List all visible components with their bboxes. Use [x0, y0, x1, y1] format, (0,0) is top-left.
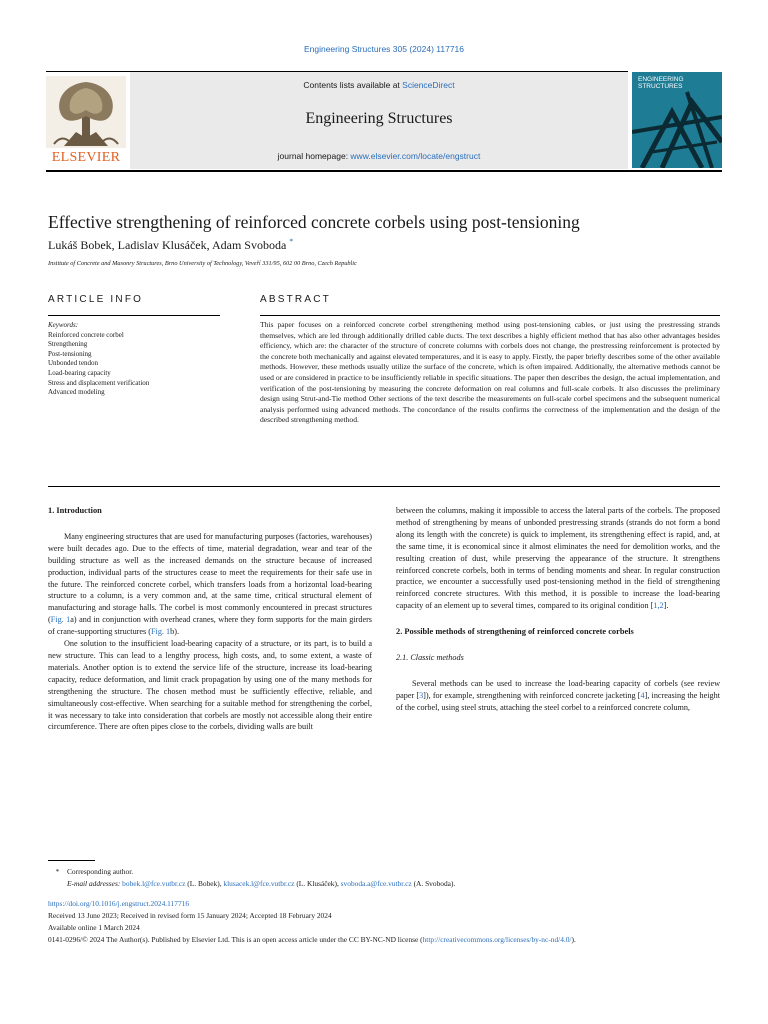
available-online-date: Available online 1 March 2024 [48, 923, 140, 932]
cover-title [638, 76, 684, 90]
section-2-1-paragraph [396, 678, 720, 714]
figure-ref-link[interactable]: Fig. 1 [50, 615, 71, 625]
keyword-item: Strengthening [48, 340, 88, 349]
citation-link[interactable]: 3 [419, 690, 424, 700]
journal-reference[interactable]: Engineering Structures 305 (2024) 117716 [303, 44, 465, 54]
spacer [396, 664, 720, 678]
citation-link[interactable]: 1,2 [653, 601, 664, 611]
keyword-item: Load-bearing capacity [48, 368, 111, 377]
footnote-rule [48, 860, 95, 861]
paragraph-text: ]), for example, strengthening with reinforced concrete jacketing [ [423, 690, 641, 700]
body-left-column [48, 505, 372, 733]
email-label: E-mail addresses: [67, 879, 121, 888]
email-owner: (A. Svoboda). [413, 879, 456, 888]
paragraph-text: ]. [663, 601, 669, 611]
journal-cover [632, 72, 722, 168]
email-addresses [48, 878, 720, 889]
spacer [396, 612, 720, 626]
keyword-item: Reinforced concrete corbel [48, 330, 124, 339]
paragraph-text: a) and in conjunction with overhead cranes, where they form supports for the main girders of crane-supporting structures ( [48, 615, 372, 637]
body-right-column [396, 505, 720, 714]
paragraph-text: Many engineering structures that are used for manufacturing purposes (factories, warehouses) were built decades ago. Due to the effects of time, material degradation, wear and tear of the building structure as well as the increased demands on the structure because of increased production, individual parts of the structures cease to meet the requirements for their safe use in the future. The reinforced concrete corbel, which transfers loads from a horizontal load-bearing structure to a column, is a very common and, at the same time, critical structural element of manufacturing and storage halls. The corbel is most commonly encountered in precast structures ( [48, 531, 372, 625]
article-info-heading: ARTICLE INFO [48, 294, 144, 305]
spacer [48, 517, 372, 531]
figure-ref-link[interactable]: Fig. 1 [151, 627, 171, 637]
keywords-label: Keywords: [48, 321, 79, 329]
sciencedirect-link[interactable]: ScienceDirect [402, 80, 455, 90]
doi-link[interactable]: https://doi.org/10.1016/j.engstruct.2024.117716 [48, 899, 190, 908]
paragraph-text: Several methods can be used to increase the load-bearing capacity of corbels (see review paper [ [396, 678, 720, 700]
corresponding-author-note [48, 866, 720, 877]
received-dates: Received 13 June 2023; Received in revised form 15 January 2024; Accepted 18 February 2024 [48, 911, 332, 920]
email-link[interactable]: svoboda.a@fce.vutbr.cz [340, 879, 412, 888]
abstract-bottom-rule [48, 486, 720, 487]
author-list [48, 237, 293, 253]
keyword-item: Unbonded tendon [48, 359, 98, 368]
paragraph-text: between the columns, making it impossible to access the lateral parts of the corbels. The proposed method of strengthening by means of unbonded prestressing strands (strands do not form a bond along its length with the concrete) is quick to implement, its strengthening effect is rapid, and, at the same time, it is economical since it almost eliminates the need for demolition works, and the resulting creation of dust, while preserving the appearance of the structure. It strengthens reinforced concrete corbels, both in terms of bending moments and shear. In regular construction practice, we encounter a successfully used post-tensioning method in the field of strengthening reinforced concrete structures. With this method, it is possible to increase the load-bearing capacity of an element up to several times, compared to its original condition [ [396, 506, 720, 611]
keywords-block [48, 321, 220, 398]
paragraph-text: b). [170, 627, 179, 637]
abstract-text: This paper focuses on a reinforced concrete corbel strengthening method using post-tensioning cables, or just using the prestressing strands themselves, which are led through additionally drilled cable ducts. The text describes a highly efficient method that has also other advantages besides efficiency, which are: the character of the structure of concrete columns with corbels does not change, the prestressing reinforcement is protected by the concrete both mechanically and against elevated temperatures, and it is easy to apply. Firstly, the paper briefly describes some of the other available methods. However, these methods usually utilize the surface of the concrete, which is often impaired. Additionally, the alternative methods cannot be used or are considered in practice to be insufficiently reliable in specific situations. The paper then describes the design, the actual implementation, and verification of the post-tensioning by measuring the concrete deformation on real columns and full-scale corbels. It also discusses the preliminary design using Strut-and-Tie method Other sections of the text describe the measurements on full-scale corbel specimens and the subsequent numerical analysis performed using advanced methods. The concordance of the results confirms the correctness of the implementation and the design of the described strengthening method. [260, 320, 720, 425]
keyword-item: Advanced modeling [48, 388, 105, 397]
intro-paragraph-2: One solution to the insufficient load-bearing capacity of a structure, or its part, is to build a new structure. This can lead to a lengthy process, high costs, and, to some extent, a waste of materials. Another option is to extend the service life of the structure, increase its load-bearing capacity, reduce deformation, and limit crack propagation by using one of the many methods for strengthening the structure. The chosen method must be sufficiently effective, reliable, and simultaneously cost-effective. When searching for a suitable method for strengthening the corbel, it was necessary to take into consideration that corbels are mostly not accessible along their entire circumference. There are often pipes close to the corbels, dividing walls are built [48, 639, 372, 732]
email-owner: (L. Bobek), [187, 879, 222, 888]
journal-title: Engineering Structures [305, 110, 453, 127]
cover-title-line2: STRUCTURES [638, 83, 683, 90]
abstract-rule [260, 315, 720, 316]
header-bottom-rule [46, 170, 722, 172]
email-link[interactable]: bobek.l@fce.vutbr.cz [122, 879, 186, 888]
intro-paragraph-2-continued [396, 505, 720, 612]
keyword-item: Stress and displacement verification [48, 378, 150, 387]
email-link[interactable]: klusacek.l@fce.vutbr.cz [223, 879, 295, 888]
homepage-line [130, 151, 628, 161]
contents-prefix: Contents lists available at [303, 80, 403, 90]
corresponding-text: Corresponding author. [67, 867, 134, 876]
author-affiliation: Institute of Concrete and Masonry Structures, Brno University of Technology, Veveří 331/95, 602 00 Brno, Czech Republic [48, 260, 357, 267]
article-info-rule [48, 315, 220, 316]
authors-text: Lukáš Bobek, Ladislav Klusáček, Adam Svoboda [48, 238, 287, 252]
cover-title-line1: ENGINEERING [638, 76, 684, 83]
license-text: 0141-0296/© 2024 The Author(s). Published by Elsevier Ltd. This is an open access article under the CC BY-NC-ND license ( [48, 935, 423, 944]
section-heading-introduction: 1. Introduction [48, 506, 102, 515]
corresponding-author-mark[interactable]: * [289, 237, 294, 246]
intro-paragraph-1 [48, 531, 372, 638]
homepage-link[interactable]: www.elsevier.com/locate/engstruct [350, 151, 481, 161]
license-statement [48, 934, 720, 945]
abstract-heading: ABSTRACT [260, 294, 331, 305]
homepage-prefix: journal homepage: [277, 151, 351, 161]
email-owner: (L. Klusáček), [296, 879, 339, 888]
license-link[interactable]: http://creativecommons.org/licenses/by-nc-nd/4.0/ [422, 935, 572, 944]
section-heading-2: 2. Possible methods of strengthening of reinforced concrete corbels [396, 627, 634, 637]
article-title: Effective strengthening of reinforced concrete corbels using post-tensioning [48, 212, 580, 232]
keyword-item: Post-tensioning [48, 349, 92, 358]
spacer [396, 638, 720, 652]
citation-link[interactable]: 4 [640, 690, 645, 700]
license-text: ). [571, 935, 576, 944]
subsection-heading-2-1: 2.1. Classic methods [396, 653, 464, 663]
footnote-mark: * [55, 867, 60, 876]
publisher-name: ELSEVIER [51, 150, 121, 165]
contents-line [130, 80, 628, 90]
paragraph-text: ], increasing the height of the corbel, using steel struts, attaching the steel corbel to a reinforced concrete column, [396, 690, 720, 712]
